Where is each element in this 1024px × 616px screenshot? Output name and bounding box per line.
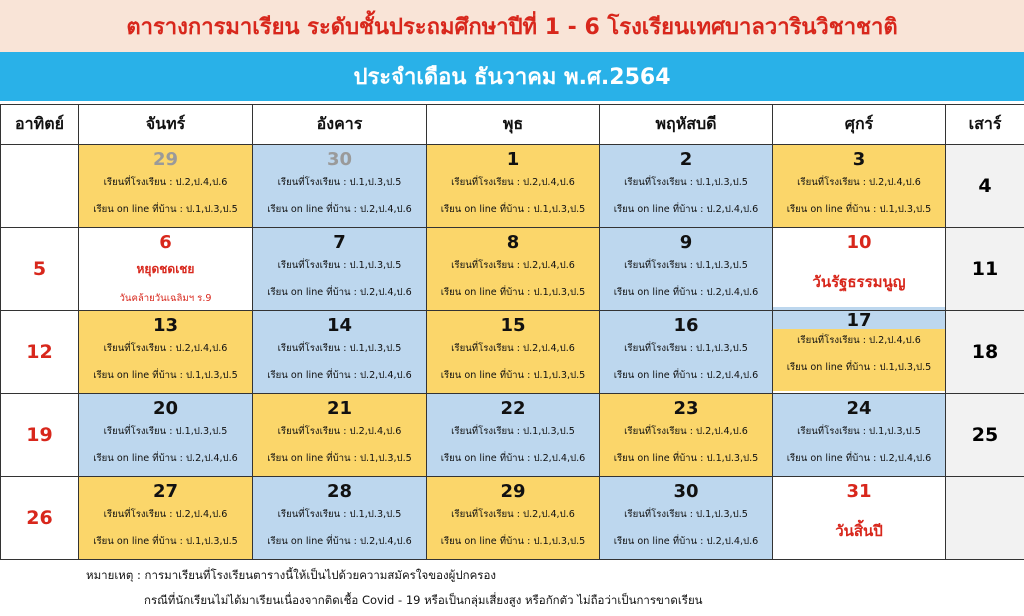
online-line: เรียน on line ที่บ้าน : ป.1,ป.3,ป.5 — [440, 287, 586, 298]
holiday-cell — [79, 228, 253, 311]
day-number: 23 — [673, 398, 699, 419]
holiday-cell — [773, 228, 946, 311]
online-line: เรียน on line ที่บ้าน : ป.2,ป.4,ป.6 — [786, 453, 932, 464]
day-number: 3 — [852, 149, 866, 170]
online-line: เรียน on line ที่บ้าน : ป.2,ป.4,ป.6 — [440, 453, 586, 464]
school-line: เรียนที่โรงเรียน : ป.1,ป.3,ป.5 — [451, 426, 575, 437]
sunday-cell: 5 — [1, 228, 79, 311]
day-cell — [253, 394, 427, 477]
day-number: 1 — [506, 149, 520, 170]
school-line: เรียนที่โรงเรียน : ป.2,ป.4,ป.6 — [277, 426, 402, 437]
note-line-2: กรณีที่นักเรียนไม่ได้มาเรียนเนื่องจากติดเชื้อ Covid - 19 หรือเป็นกลุ่มเสี่ยงสูง หรือกักตัว ไม่ถือว่าเป็นการขาดเรียน — [144, 593, 703, 607]
calendar-table — [0, 104, 1024, 560]
header-tuesday: อังคาร — [253, 105, 427, 145]
day-number: 31 — [846, 481, 872, 502]
day-cell — [427, 394, 600, 477]
holiday-label: วันสิ้นปี — [835, 522, 883, 540]
day-cell — [253, 477, 427, 560]
day-cell — [600, 477, 773, 560]
school-line: เรียนที่โรงเรียน : ป.2,ป.4,ป.6 — [797, 335, 921, 346]
sunday-cell: 19 — [1, 394, 79, 477]
day-number: 24 — [846, 398, 872, 419]
day-cell — [600, 311, 773, 394]
online-line: เรียน on line ที่บ้าน : ป.1,ป.3,ป.5 — [786, 204, 932, 215]
online-line: เรียน on line ที่บ้าน : ป.1,ป.3,ป.5 — [440, 536, 586, 547]
online-line: เรียน on line ที่บ้าน : ป.1,ป.3,ป.5 — [440, 204, 586, 215]
day-cell — [427, 228, 600, 311]
online-line: เรียน on line ที่บ้าน : ป.2,ป.4,ป.6 — [267, 536, 412, 547]
day-cell — [79, 311, 253, 394]
day-cell — [79, 394, 253, 477]
saturday-cell: 25 — [946, 394, 1024, 477]
split-bottom — [773, 329, 945, 391]
saturday-cell: 11 — [946, 228, 1024, 311]
online-line: เรียน on line ที่บ้าน : ป.2,ป.4,ป.6 — [267, 287, 412, 298]
split-top — [773, 307, 945, 329]
day-number: 22 — [500, 398, 526, 419]
school-line: เรียนที่โรงเรียน : ป.2,ป.4,ป.6 — [624, 426, 748, 437]
day-number: 30 — [673, 481, 699, 502]
online-line: เรียน on line ที่บ้าน : ป.2,ป.4,ป.6 — [613, 204, 759, 215]
day-number: 17 — [846, 310, 872, 331]
school-line: เรียนที่โรงเรียน : ป.1,ป.3,ป.5 — [624, 177, 748, 188]
day-cell — [79, 477, 253, 560]
sunday-cell — [1, 145, 79, 228]
day-cell — [427, 145, 600, 228]
online-line: เรียน on line ที่บ้าน : ป.2,ป.4,ป.6 — [267, 204, 412, 215]
week-row — [1, 311, 1024, 394]
day-number: 2 — [679, 149, 693, 170]
day-number: 6 — [159, 232, 172, 253]
day-cell — [253, 311, 427, 394]
day-cell — [600, 394, 773, 477]
day-cell-split — [773, 311, 946, 394]
sunday-cell: 26 — [1, 477, 79, 560]
header-sunday: อาทิตย์ — [1, 105, 79, 145]
day-number: 10 — [846, 232, 872, 253]
school-line: เรียนที่โรงเรียน : ป.1,ป.3,ป.5 — [797, 426, 921, 437]
day-number: 27 — [152, 481, 179, 502]
week-row — [1, 228, 1024, 311]
day-number: 20 — [152, 398, 179, 419]
saturday-cell: 18 — [946, 311, 1024, 394]
online-line: เรียน on line ที่บ้าน : ป.1,ป.3,ป.5 — [613, 453, 759, 464]
school-line: เรียนที่โรงเรียน : ป.2,ป.4,ป.6 — [103, 343, 228, 354]
day-number: 14 — [326, 315, 353, 336]
online-line: เรียน on line ที่บ้าน : ป.2,ป.4,ป.6 — [267, 370, 412, 381]
day-number: 28 — [326, 481, 353, 502]
day-cell — [427, 477, 600, 560]
day-number: 7 — [333, 232, 346, 253]
saturday-cell: 4 — [946, 145, 1024, 228]
header-friday: ศุกร์ — [773, 105, 946, 145]
online-line: เรียน on line ที่บ้าน : ป.1,ป.3,ป.5 — [267, 453, 412, 464]
school-line: เรียนที่โรงเรียน : ป.2,ป.4,ป.6 — [451, 509, 575, 520]
note-line-1: หมายเหตุ : การมาเรียนที่โรงเรียนตารางนี้ให้เป็นไปด้วยความสมัครใจของผู้ปกครอง — [86, 568, 496, 582]
school-line: เรียนที่โรงเรียน : ป.2,ป.4,ป.6 — [451, 260, 575, 271]
holiday-label: วันรัฐธรรมนูญ — [812, 273, 906, 291]
day-cell — [600, 228, 773, 311]
header-thursday: พฤหัสบดี — [600, 105, 773, 145]
school-line: เรียนที่โรงเรียน : ป.1,ป.3,ป.5 — [277, 177, 402, 188]
school-line: เรียนที่โรงเรียน : ป.1,ป.3,ป.5 — [624, 260, 748, 271]
day-number: 8 — [506, 232, 520, 253]
day-cell — [253, 145, 427, 228]
school-line: เรียนที่โรงเรียน : ป.1,ป.3,ป.5 — [624, 509, 748, 520]
weekday-header-row — [1, 105, 1024, 145]
day-number: 21 — [326, 398, 353, 419]
school-line: เรียนที่โรงเรียน : ป.2,ป.4,ป.6 — [451, 177, 575, 188]
header-wednesday: พุธ — [427, 105, 600, 145]
day-cell — [600, 145, 773, 228]
online-line: เรียน on line ที่บ้าน : ป.1,ป.3,ป.5 — [93, 204, 238, 215]
school-line: เรียนที่โรงเรียน : ป.1,ป.3,ป.5 — [277, 260, 402, 271]
school-line: เรียนที่โรงเรียน : ป.2,ป.4,ป.6 — [103, 509, 228, 520]
online-line: เรียน on line ที่บ้าน : ป.2,ป.4,ป.6 — [613, 287, 759, 298]
week-row — [1, 477, 1024, 560]
online-line: เรียน on line ที่บ้าน : ป.2,ป.4,ป.6 — [93, 453, 238, 464]
day-number: 16 — [673, 315, 699, 336]
school-line: เรียนที่โรงเรียน : ป.1,ป.3,ป.5 — [624, 343, 748, 354]
school-line: เรียนที่โรงเรียน : ป.1,ป.3,ป.5 — [277, 509, 402, 520]
day-cell — [773, 394, 946, 477]
holiday-note: วันคล้ายวันเฉลิมฯ ร.9 — [119, 293, 212, 304]
school-line: เรียนที่โรงเรียน : ป.2,ป.4,ป.6 — [451, 343, 575, 354]
day-number: 30 — [326, 149, 353, 170]
sunday-cell: 12 — [1, 311, 79, 394]
week-row — [1, 394, 1024, 477]
school-line: เรียนที่โรงเรียน : ป.2,ป.4,ป.6 — [797, 177, 921, 188]
online-line: เรียน on line ที่บ้าน : ป.2,ป.4,ป.6 — [613, 536, 759, 547]
online-line: เรียน on line ที่บ้าน : ป.1,ป.3,ป.5 — [93, 536, 238, 547]
month-title: ประจำเดือน ธันวาคม พ.ศ.2564 — [0, 52, 1024, 104]
holiday-cell — [773, 477, 946, 560]
saturday-cell — [946, 477, 1024, 560]
day-number: 29 — [500, 481, 526, 502]
day-number: 9 — [679, 232, 693, 253]
school-line: เรียนที่โรงเรียน : ป.1,ป.3,ป.5 — [277, 343, 402, 354]
day-number: 13 — [152, 315, 179, 336]
day-cell — [253, 228, 427, 311]
day-number: 15 — [500, 315, 526, 336]
school-line: เรียนที่โรงเรียน : ป.1,ป.3,ป.5 — [103, 426, 228, 437]
school-line: เรียนที่โรงเรียน : ป.2,ป.4,ป.6 — [103, 177, 228, 188]
day-cell — [79, 145, 253, 228]
header-saturday: เสาร์ — [946, 105, 1024, 145]
day-number: 29 — [152, 149, 179, 170]
online-line: เรียน on line ที่บ้าน : ป.1,ป.3,ป.5 — [93, 370, 238, 381]
holiday-label: หยุดชดเชย — [136, 262, 195, 276]
day-cell — [773, 145, 946, 228]
header-monday: จันทร์ — [79, 105, 253, 145]
day-cell — [427, 311, 600, 394]
online-line: เรียน on line ที่บ้าน : ป.1,ป.3,ป.5 — [440, 370, 586, 381]
page-title: ตารางการมาเรียน ระดับชั้นประถมศึกษาปีที่ 1 - 6 โรงเรียนเทศบาลวารินวิชาชาติ — [0, 0, 1024, 52]
online-line: เรียน on line ที่บ้าน : ป.1,ป.3,ป.5 — [786, 362, 932, 373]
week-row — [1, 145, 1024, 228]
online-line: เรียน on line ที่บ้าน : ป.2,ป.4,ป.6 — [613, 370, 759, 381]
